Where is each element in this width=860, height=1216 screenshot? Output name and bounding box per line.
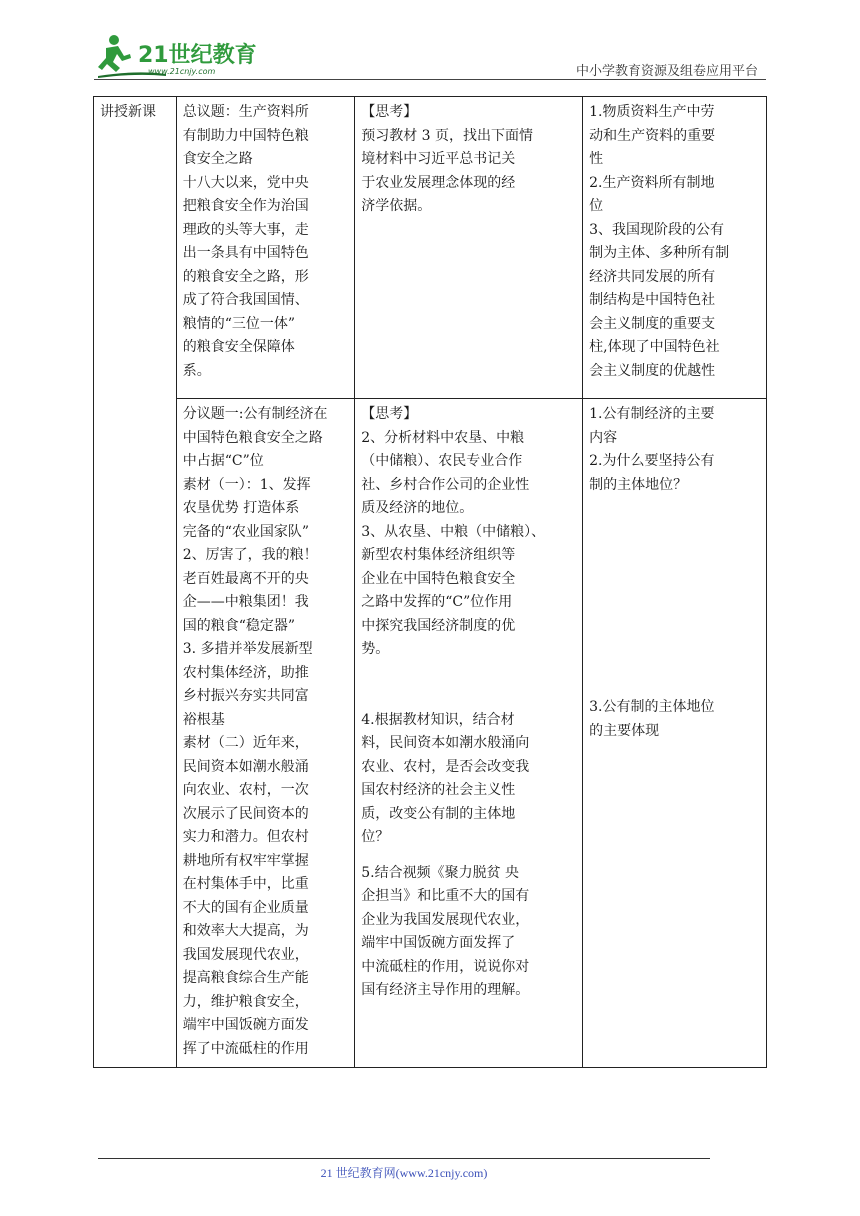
- text-line: 2、厉害了，我的粮！: [182, 547, 318, 563]
- text-line: 的主要体现: [589, 722, 660, 739]
- activity-group-2: [361, 709, 576, 850]
- text-line: 的粮食安全保障体: [182, 339, 295, 355]
- text-line: 3.公有制的主体地位: [589, 699, 715, 715]
- activity-text: [361, 101, 576, 219]
- section-label-cell: [94, 97, 177, 1068]
- points-cell: [583, 399, 767, 1068]
- text-line: 端牢中国饭碗方面发挥了: [361, 935, 516, 951]
- text-line: 料，民间资本如潮水般涌向: [361, 735, 530, 751]
- text-line: 老百姓最离不开的央: [182, 570, 309, 587]
- text-line: 柱,体现了中国特色社: [589, 339, 720, 355]
- site-logo: [96, 32, 266, 78]
- text-line: 次展示了民间资本的: [182, 805, 309, 822]
- text-line: 粮情的“三位一体”: [182, 315, 296, 332]
- text-line: 把粮食安全作为治国: [182, 198, 309, 214]
- text-line: 端牢中国饭碗方面发: [182, 1017, 309, 1033]
- text-line: 完备的“农业国家队”: [182, 523, 310, 540]
- text-line: 2.生产资料所有制地: [589, 174, 715, 191]
- text-line: 农村集体经济，助推: [182, 664, 309, 681]
- text-line: 经济共同发展的所有: [589, 268, 716, 285]
- text-line: 总议题：生产资料所: [182, 104, 309, 120]
- text-line: 制的主体地位？: [589, 476, 688, 493]
- text-line: 民间资本如潮水般涌: [182, 758, 309, 775]
- text-line: 预习教材 3 页，找出下面情: [361, 127, 534, 144]
- table-row: [94, 97, 767, 399]
- logo-text: 21世纪教育: [138, 43, 257, 68]
- text-line: 实力和潜力。但农村: [182, 829, 309, 845]
- text-line: 中占据“C”位: [182, 453, 264, 469]
- text-line: 企业为我国发展现代农业，: [361, 911, 530, 928]
- text-line: 制为主体、多种所有制: [589, 245, 730, 261]
- text-line: 不大的国有企业质量: [182, 899, 309, 916]
- text-line: 新型农村集体经济组织等: [361, 547, 516, 563]
- text-line: 农垦优势 打造体系: [182, 500, 300, 516]
- text-line: 性: [589, 151, 604, 167]
- text-line: 1.公有制经济的主要: [589, 406, 715, 422]
- text-line: 素材（一）：1、发挥: [182, 476, 311, 493]
- text-line: 企业在中国特色粮食安全: [361, 570, 516, 587]
- text-line: 质，改变公有制的主体地: [361, 805, 516, 822]
- text-line: 中探究我国经济制度的优: [361, 617, 516, 634]
- text-line: 【思考】: [361, 104, 418, 120]
- text-line: 【思考】: [361, 406, 418, 422]
- text-line: 企——中粮集团！我: [182, 594, 309, 610]
- text-line: 裕根基: [182, 711, 225, 728]
- text-line: 4.根据教材知识，结合材: [361, 711, 515, 728]
- logo-url: www.21cnjy.com: [148, 67, 216, 76]
- text-line: 食安全之路: [182, 151, 253, 167]
- points-text: [589, 101, 760, 383]
- text-line: 境材料中习近平总书记关: [361, 151, 516, 167]
- footer-text: 21 世纪教育网(www.21cnjy.com): [320, 1166, 488, 1180]
- platform-name: 中小学教育资源及组卷应用平台: [575, 64, 758, 79]
- section-label: 讲授新课: [100, 104, 156, 120]
- text-line: 乡村振兴夯实共同富: [182, 688, 309, 704]
- text-line: 3、从农垦、中粮（中储粮）、: [361, 523, 546, 540]
- topic-text: [183, 403, 348, 1061]
- text-line: 势。: [361, 641, 390, 657]
- text-line: （中储粮）、农民专业合作: [361, 453, 523, 469]
- text-line: 农业、农村，是否会改变我: [361, 758, 530, 775]
- text-line: 济学依据。: [361, 198, 432, 214]
- text-line: 内容: [589, 429, 618, 446]
- activity-cell: [355, 399, 583, 1068]
- text-line: 提高粮食综合生产能: [182, 970, 309, 986]
- text-line: 会主义制度的优越性: [589, 362, 716, 379]
- text-line: 分议题一:公有制经济在: [182, 406, 328, 422]
- topic-text: [183, 101, 348, 383]
- text-line: 成了符合我国国情、: [182, 292, 309, 308]
- activity-group-3: [361, 862, 576, 1003]
- text-line: 理政的头等大事，走: [182, 221, 309, 238]
- text-line: 和效率大大提高，为: [182, 923, 309, 939]
- text-line: 向农业、农村，一次: [182, 782, 309, 798]
- text-line: 的粮食安全之路，形: [182, 268, 309, 285]
- text-line: 挥了中流砥柱的作用: [182, 1040, 309, 1057]
- text-line: 系。: [182, 362, 211, 379]
- text-line: 中流砥柱的作用，说说你对: [361, 958, 530, 975]
- text-line: 耕地所有权牢牢掌握: [182, 852, 309, 869]
- points-group-1: [589, 403, 760, 497]
- text-line: 有制助力中国特色粮: [182, 127, 309, 144]
- footer-divider: [98, 1158, 710, 1159]
- text-line: 3. 多措并举发展新型: [182, 641, 313, 657]
- text-line: 力，维护粮食安全，: [182, 993, 309, 1010]
- header-divider: [94, 79, 766, 80]
- lesson-table: [93, 96, 767, 1068]
- text-line: 5.结合视频《聚力脱贫 央: [361, 864, 520, 881]
- text-line: 国的粮食“稳定器”: [182, 617, 296, 634]
- text-line: 会主义制度的重要支: [589, 315, 716, 332]
- text-line: 十八大以来，党中央: [182, 174, 309, 191]
- text-line: 素材（二）近年来，: [182, 735, 309, 751]
- text-line: 动和生产资料的重要: [589, 127, 716, 144]
- text-line: 1.物质资料生产中劳: [589, 104, 715, 120]
- activity-group-1: [361, 403, 576, 662]
- text-line: 2.为什么要坚持公有: [589, 453, 715, 469]
- text-line: 于农业发展理念体现的经: [361, 174, 516, 191]
- activity-cell: [355, 97, 583, 399]
- text-line: 出一条具有中国特色: [182, 245, 309, 261]
- text-line: 3、我国现阶段的公有: [589, 221, 725, 238]
- text-line: 中国特色粮食安全之路: [182, 429, 323, 446]
- text-line: 位？: [361, 829, 390, 845]
- topic-cell: [176, 399, 354, 1068]
- text-line: 质及经济的地位。: [361, 500, 474, 516]
- text-line: 国农村经济的社会主义性: [361, 782, 516, 798]
- table-row: [94, 399, 767, 1068]
- text-line: 2、分析材料中农垦、中粮: [361, 429, 525, 446]
- text-line: 之路中发挥的“C”位作用: [361, 594, 513, 610]
- text-line: 我国发展现代农业，: [182, 946, 309, 963]
- text-line: 社、乡村合作公司的企业性: [361, 476, 530, 493]
- topic-cell: [176, 97, 354, 399]
- text-line: 位: [589, 198, 604, 214]
- text-line: 国有经济主导作用的理解。: [361, 982, 530, 998]
- points-group-2: [589, 696, 760, 743]
- text-line: 制结构是中国特色社: [589, 292, 716, 308]
- text-line: 企担当》和比重不大的国有: [361, 888, 530, 904]
- text-line: 在村集体手中，比重: [182, 876, 309, 892]
- points-cell: [583, 97, 767, 399]
